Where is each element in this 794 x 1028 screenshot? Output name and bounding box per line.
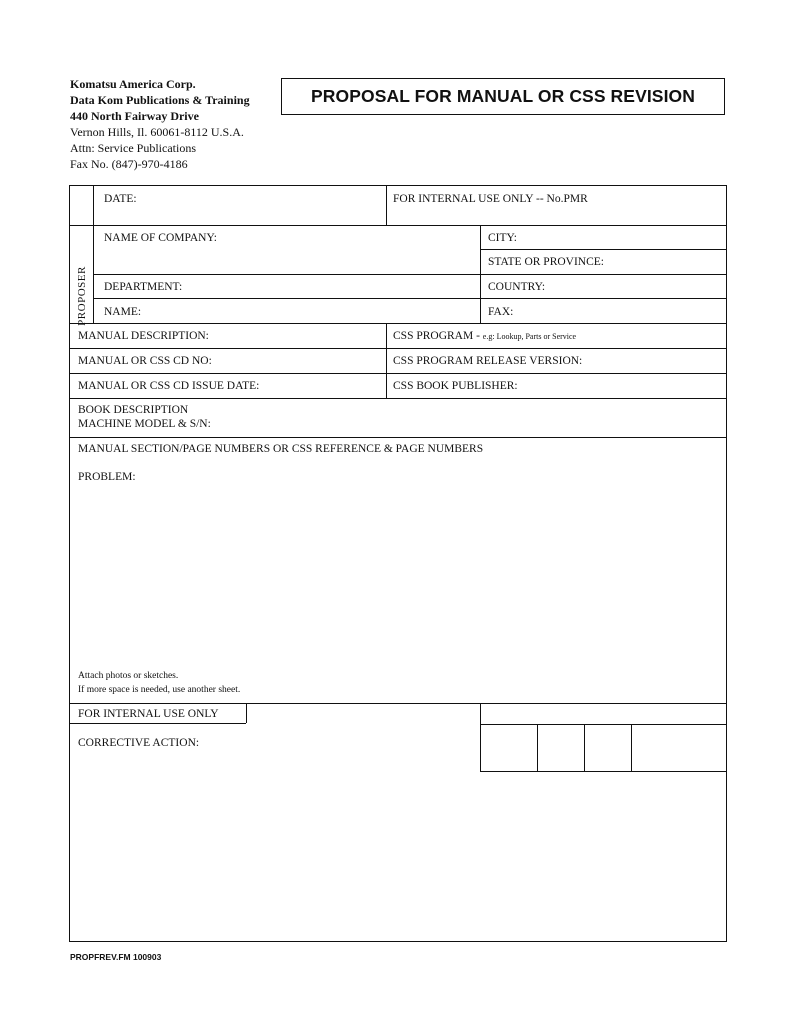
divider — [631, 724, 632, 772]
company-name-field[interactable]: NAME OF COMPANY: — [104, 232, 217, 244]
css-program-field[interactable] — [393, 329, 576, 344]
form-title: PROPOSAL FOR MANUAL OR CSS REVISION — [281, 78, 725, 115]
divider — [70, 398, 726, 399]
css-book-publisher-field[interactable]: CSS BOOK PUBLISHER: — [393, 380, 518, 392]
more-space-note: If more space is needed, use another sheet. — [78, 685, 241, 695]
section-page-numbers-field[interactable]: MANUAL SECTION/PAGE NUMBERS OR CSS REFERENCE & PAGE NUMBERS — [78, 443, 484, 455]
city-field[interactable]: CITY: — [488, 232, 517, 244]
machine-model-field[interactable]: MACHINE MODEL & S/N: — [78, 418, 211, 430]
divider — [246, 703, 247, 723]
proposer-section-label: PROPOSER — [76, 266, 88, 326]
divider — [386, 186, 387, 225]
country-field[interactable]: COUNTRY: — [488, 281, 546, 293]
divider — [480, 771, 726, 772]
fax-field[interactable]: FAX: — [488, 306, 514, 318]
cd-issue-date-field[interactable]: MANUAL OR CSS CD ISSUE DATE: — [78, 380, 260, 392]
divider — [70, 373, 726, 374]
css-program-label: CSS PROGRAM - — [393, 330, 483, 342]
divider — [386, 323, 387, 398]
divider — [480, 249, 726, 250]
divider — [70, 703, 726, 704]
street-address: 440 North Fairway Drive — [70, 109, 199, 123]
department-field[interactable]: DEPARTMENT: — [104, 281, 183, 293]
problem-field[interactable]: PROBLEM: — [78, 471, 136, 483]
divider — [93, 186, 94, 323]
corrective-action-field[interactable]: CORRECTIVE ACTION: — [78, 737, 200, 749]
fax-number: Fax No. (847)-970-4186 — [70, 157, 188, 171]
attention-line: Attn: Service Publications — [70, 141, 196, 155]
state-province-field[interactable]: STATE OR PROVINCE: — [488, 256, 605, 268]
book-description-field[interactable]: BOOK DESCRIPTION — [78, 404, 189, 416]
form-code: PROPFREV.FM 100903 — [70, 952, 162, 962]
manual-description-field[interactable]: MANUAL DESCRIPTION: — [78, 330, 209, 342]
divider — [93, 274, 726, 275]
divider — [480, 703, 481, 772]
internal-use-only-label: FOR INTERNAL USE ONLY — [78, 708, 219, 720]
divider — [70, 723, 246, 724]
date-field[interactable]: DATE: — [104, 193, 137, 205]
divider — [70, 437, 726, 438]
internal-pmr-number-field: FOR INTERNAL USE ONLY -- No.PMR — [393, 193, 588, 205]
divider — [537, 724, 538, 772]
divider — [70, 225, 726, 226]
cd-number-field[interactable]: MANUAL OR CSS CD NO: — [78, 355, 212, 367]
company-name: Komatsu America Corp. — [70, 77, 196, 91]
css-program-hint: e.g: Lookup, Parts or Service — [482, 332, 577, 341]
divider — [480, 724, 726, 725]
name-field[interactable]: NAME: — [104, 306, 142, 318]
division-name: Data Kom Publications & Training — [70, 93, 250, 107]
city-address: Vernon Hills, Il. 60061-8112 U.S.A. — [70, 125, 244, 139]
sender-address — [70, 76, 250, 172]
divider — [70, 348, 726, 349]
divider — [93, 298, 726, 299]
divider — [480, 225, 481, 323]
divider — [70, 323, 726, 324]
divider — [584, 724, 585, 772]
proposal-form — [69, 185, 727, 942]
attach-photos-note: Attach photos or sketches. — [78, 671, 179, 681]
css-release-version-field[interactable]: CSS PROGRAM RELEASE VERSION: — [393, 355, 583, 367]
